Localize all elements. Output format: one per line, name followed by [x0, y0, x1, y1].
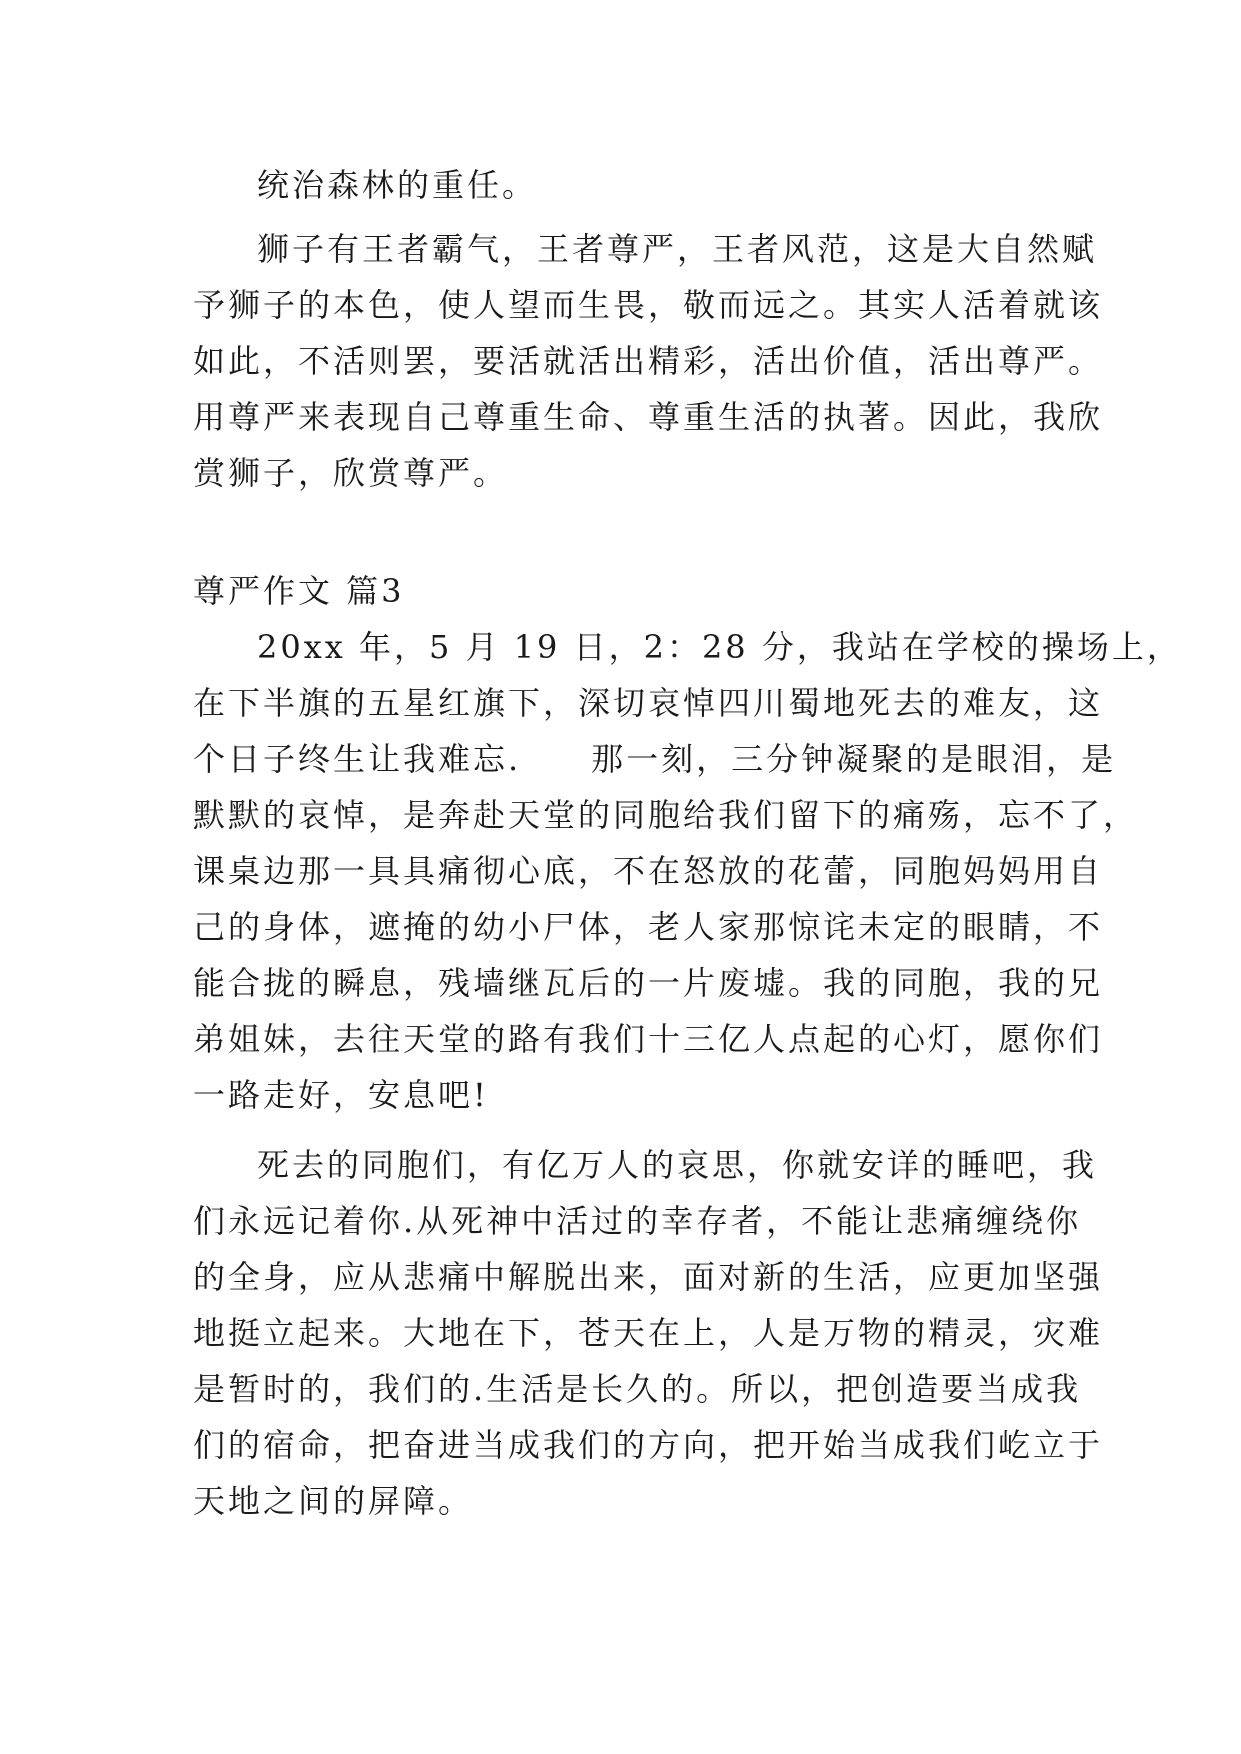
paragraph-4-line: 死去的同胞们，有亿万人的哀思，你就安详的睡吧，我	[257, 1146, 1098, 1184]
paragraph-3-line: 在下半旗的五星红旗下，深切哀悼四川蜀地死去的难友，这	[193, 684, 1104, 722]
paragraph-3-line: 默默的哀悼，是奔赴天堂的同胞给我们留下的痛殇，忘不了，	[193, 796, 1139, 834]
paragraph-3-line: 个日子终生让我难忘. 那一刻，三分钟凝聚的是眼泪，是	[193, 740, 1117, 778]
paragraph-4-line: 们永远记着你.从死神中活过的幸存者，不能让悲痛缠绕你	[193, 1202, 1082, 1240]
paragraph-3-line: 己的身体，遮掩的幼小尸体，老人家那惊诧未定的眼睛，不	[193, 908, 1104, 946]
paragraph-4-line: 天地之间的屏障。	[193, 1482, 474, 1520]
paragraph-3-line: 能合拢的瞬息，残墙继瓦后的一片废墟。我的同胞，我的兄	[193, 964, 1104, 1002]
paragraph-2-line: 予狮子的本色，使人望而生畏，敬而远之。其实人活着就该	[193, 286, 1104, 324]
paragraph-3-line: 弟姐妹，去往天堂的路有我们十三亿人点起的心灯，愿你们	[193, 1020, 1104, 1058]
paragraph-2-line: 狮子有王者霸气，王者尊严，王者风范，这是大自然赋	[257, 230, 1098, 268]
section-heading: 尊严作文 篇3	[193, 572, 405, 610]
paragraph-2-line: 用尊严来表现自己尊重生命、尊重生活的执著。因此，我欣	[193, 398, 1104, 436]
paragraph-3-line: 20xx 年，5 月 19 日，2：28 分，我站在学校的操场上，	[257, 628, 1182, 666]
paragraph-4-line: 是暂时的，我们的.生活是长久的。所以，把创造要当成我	[193, 1370, 1082, 1408]
paragraph-4-line: 们的宿命，把奋进当成我们的方向，把开始当成我们屹立于	[193, 1426, 1104, 1464]
paragraph-2-line: 赏狮子，欣赏尊严。	[193, 454, 509, 492]
paragraph-4-line: 地挺立起来。大地在下，苍天在上，人是万物的精灵，灾难	[193, 1314, 1104, 1352]
paragraph-1-line: 统治森林的重任。	[257, 166, 538, 204]
paragraph-4-line: 的全身，应从悲痛中解脱出来，面对新的生活，应更加坚强	[193, 1258, 1104, 1296]
paragraph-3-line: 一路走好，安息吧!	[193, 1076, 489, 1114]
paragraph-3-line: 课桌边那一具具痛彻心底，不在怒放的花蕾，同胞妈妈用自	[193, 852, 1104, 890]
paragraph-2-line: 如此，不活则罢，要活就活出精彩，活出价值，活出尊严。	[193, 342, 1104, 380]
